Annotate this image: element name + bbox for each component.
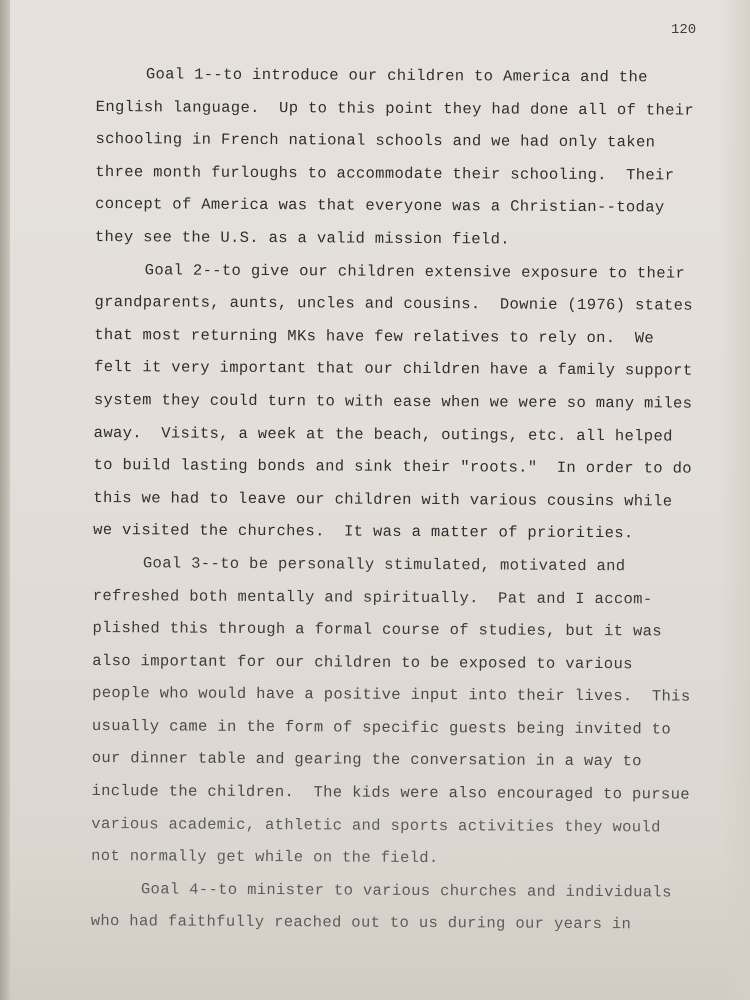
text-line: system they could turn to with ease when we were so many miles	[93, 390, 693, 413]
text-line: felt it very important that our children have a family support	[94, 358, 693, 380]
text-line: this we had to leave our children with various cousins while	[93, 488, 673, 511]
text-line: refreshed both mentally and spiritually. Pat and I accom-	[92, 586, 653, 608]
text-line: Goal 3--to be personally stimulated, motivated and	[142, 554, 626, 576]
text-line: various academic, athletic and sports activities they would	[91, 814, 661, 837]
text-line: English language. Up to this point they had done all of their	[95, 97, 695, 120]
text-line: Goal 2--to give our children extensive exposure to their	[144, 260, 686, 283]
text-line: concept of America was that everyone was a Christian--today	[95, 195, 665, 217]
page-number: 120	[671, 22, 697, 38]
text-line: schooling in French national schools and we had only taken	[95, 130, 656, 152]
text-line: usually came in the form of specific guests being invited to	[91, 716, 672, 739]
text-line: away. Visits, a week at the beach, outings, etc. all helped	[93, 423, 673, 446]
text-line: plished this through a formal course of studies, but it was	[92, 619, 663, 641]
text-line: we visited the churches. It was a matter of priorities.	[93, 521, 634, 543]
text-line: who had faithfully reached out to us during our years in	[90, 912, 632, 934]
text-line: grandparents, aunts, uncles and cousins. Downie (1976) states	[94, 293, 693, 315]
text-line: that most returning MKs have few relatives to rely on. We	[94, 325, 655, 348]
text-line: people who would have a positive input into their lives. This	[92, 684, 691, 706]
text-line: Goal 1--to introduce our children to America and the	[145, 65, 648, 87]
text-line: also important for our children to be exposed to various	[92, 651, 633, 673]
body-text	[91, 58, 716, 942]
text-line: our dinner table and gearing the conversation in a way to	[91, 749, 642, 771]
text-line: Goal 4--to minister to various churches and individuals	[140, 880, 672, 902]
text-line: to build lasting bonds and sink their "roots." In order to do	[93, 456, 692, 478]
text-line: include the children. The kids were also encouraged to pursue	[91, 782, 690, 804]
text-line: they see the U.S. as a valid mission field.	[94, 227, 510, 249]
text-line: three month furloughs to accommodate their schooling. Their	[95, 162, 675, 185]
text-line: not normally get while on the field.	[91, 847, 439, 868]
